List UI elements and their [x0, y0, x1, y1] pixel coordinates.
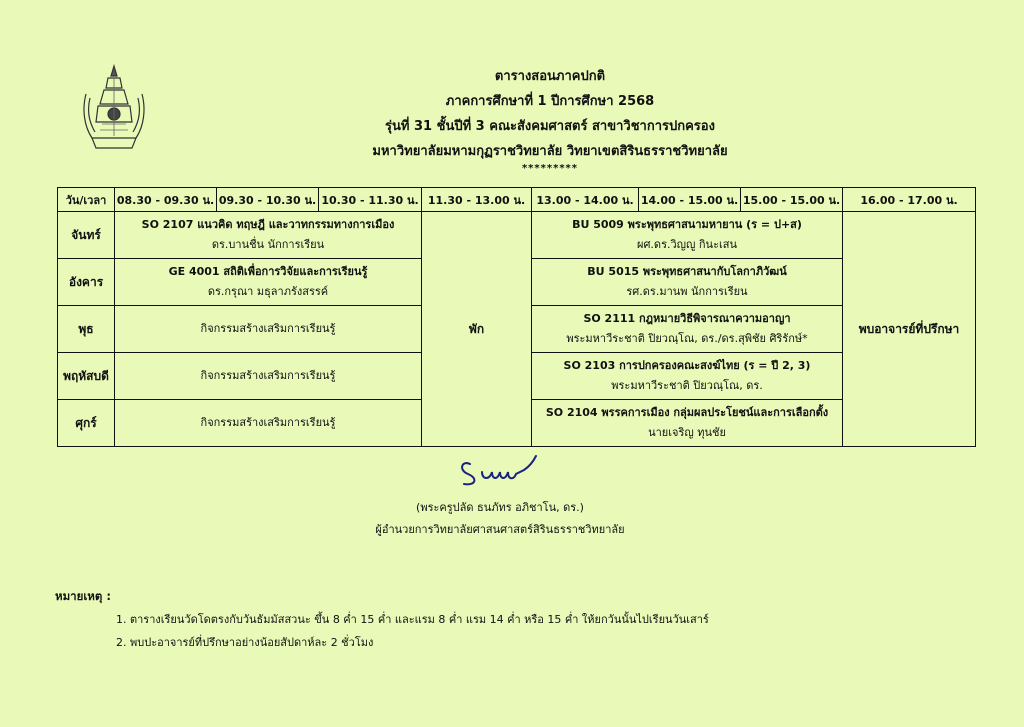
- course-name: SO 2103 การปกครองคณะสงฆ์ไทย (ร = ปี 2, 3): [563, 359, 811, 372]
- course-name: SO 2111 กฎหมายวิธีพิจารณาความอาญา: [583, 312, 791, 325]
- signer-name: (พระครูปลัด ธนภัทร อภิชาโน, ดร.): [416, 501, 584, 514]
- schedule-table: [57, 187, 976, 447]
- notes-title: หมายเหตุ :: [55, 589, 111, 603]
- note-item: 1. ตารางเรียนวัดโดตรงกับวันธัมมัสสวนะ ขึ้น 8 ค่ำ 15 ค่ำ และแรม 8 ค่ำ แรม 14 ค่ำ หรือ 15 ค่ำ ให้ยกวันนั้นไปเรียนวันเสาร์: [116, 613, 709, 626]
- course-name: BU 5015 พระพุทธศาสนากับโลกาภิวัฒน์: [587, 265, 787, 278]
- university-emblem-icon: [78, 64, 150, 156]
- signature-icon: [456, 452, 546, 492]
- day-cell: พฤหัสบดี: [58, 353, 115, 400]
- teacher-name: นายเจริญ ทุนชัย: [648, 426, 726, 439]
- signer-block: [310, 497, 690, 541]
- teacher-name: ดร.กรุณา มธุลาภรังสรรค์: [207, 285, 329, 298]
- column-header: 13.00 - 14.00 น.: [532, 188, 639, 212]
- teacher-name: ผศ.ดร.วิญญู กินะเสน: [637, 238, 737, 251]
- column-header: 11.30 - 13.00 น.: [422, 188, 532, 212]
- teacher-name: พระมหาวีระชาติ ปิยวณฺโณ, ดร./ดร.สุพิชัย ศิริรักษ์*: [566, 332, 808, 345]
- afternoon-cell: [532, 306, 843, 353]
- afternoon-cell: [532, 212, 843, 259]
- divider-stars: *********: [521, 163, 579, 174]
- morning-cell: [115, 212, 422, 259]
- day-cell: ศุกร์: [58, 400, 115, 447]
- course-name: SO 2104 พรรคการเมือง กลุ่มผลประโยชน์และการเลือกตั้ง: [545, 406, 829, 419]
- teacher-name: รศ.ดร.มานพ นักการเรียน: [626, 285, 748, 298]
- day-cell: อังคาร: [58, 259, 115, 306]
- afternoon-cell: [532, 259, 843, 306]
- header-row: [58, 188, 976, 212]
- teacher-name: พระมหาวีระชาติ ปิยวณฺโณ, ดร.: [611, 379, 763, 392]
- break-cell: พัก: [422, 212, 532, 447]
- column-header: วัน/เวลา: [58, 188, 115, 212]
- course-name: GE 4001 สถิติเพื่อการวิจัยและการเรียนรู้: [168, 265, 368, 278]
- cohort: รุ่นที่ 31 ชั้นปีที่ 3 คณะสังคมศาสตร์ สาขาวิชาการปกครอง: [385, 119, 715, 134]
- afternoon-cell: [532, 353, 843, 400]
- course-name: SO 2107 แนวคิด ทฤษฎี และวาทกรรมทางการเมือง: [141, 218, 395, 231]
- signer-position: ผู้อำนวยการวิทยาลัยศาสนศาสตร์สิรินธรราชวิทยาลัย: [375, 523, 625, 536]
- course-name: BU 5009 พระพุทธศาสนามหายาน (ร = ป+ส): [572, 218, 802, 231]
- day-cell: จันทร์: [58, 212, 115, 259]
- day-cell: พุธ: [58, 306, 115, 353]
- activity-cell: กิจกรรมสร้างเสริมการเรียนรู้: [115, 353, 422, 400]
- morning-cell: [115, 259, 422, 306]
- title: ตารางสอนภาคปกติ: [494, 69, 606, 84]
- activity-cell: กิจกรรมสร้างเสริมการเรียนรู้: [115, 306, 422, 353]
- university: มหาวิทยาลัยมหามกุฏราชวิทยาลัย วิทยาเขตสิรินธรราชวิทยาลัย: [372, 144, 728, 159]
- advisor-cell: พบอาจารย์ที่ปรึกษา: [843, 212, 976, 447]
- afternoon-cell: [532, 400, 843, 447]
- column-header: 10.30 - 11.30 น.: [319, 188, 422, 212]
- semester: ภาคการศึกษาที่ 1 ปีการศึกษา 2568: [445, 94, 655, 109]
- document-header: [250, 64, 850, 174]
- note-item: 2. พบปะอาจารย์ที่ปรึกษาอย่างน้อยสัปดาห์ละ 2 ชั่วโมง: [116, 636, 374, 649]
- column-header: 16.00 - 17.00 น.: [843, 188, 976, 212]
- column-header: 09.30 - 10.30 น.: [217, 188, 319, 212]
- column-header: 14.00 - 15.00 น.: [639, 188, 741, 212]
- column-header: 15.00 - 15.00 น.: [741, 188, 843, 212]
- activity-cell: กิจกรรมสร้างเสริมการเรียนรู้: [115, 400, 422, 447]
- table-row: [58, 212, 976, 259]
- column-header: 08.30 - 09.30 น.: [115, 188, 217, 212]
- teacher-name: ดร.บานชื่น นักการเรียน: [211, 238, 325, 251]
